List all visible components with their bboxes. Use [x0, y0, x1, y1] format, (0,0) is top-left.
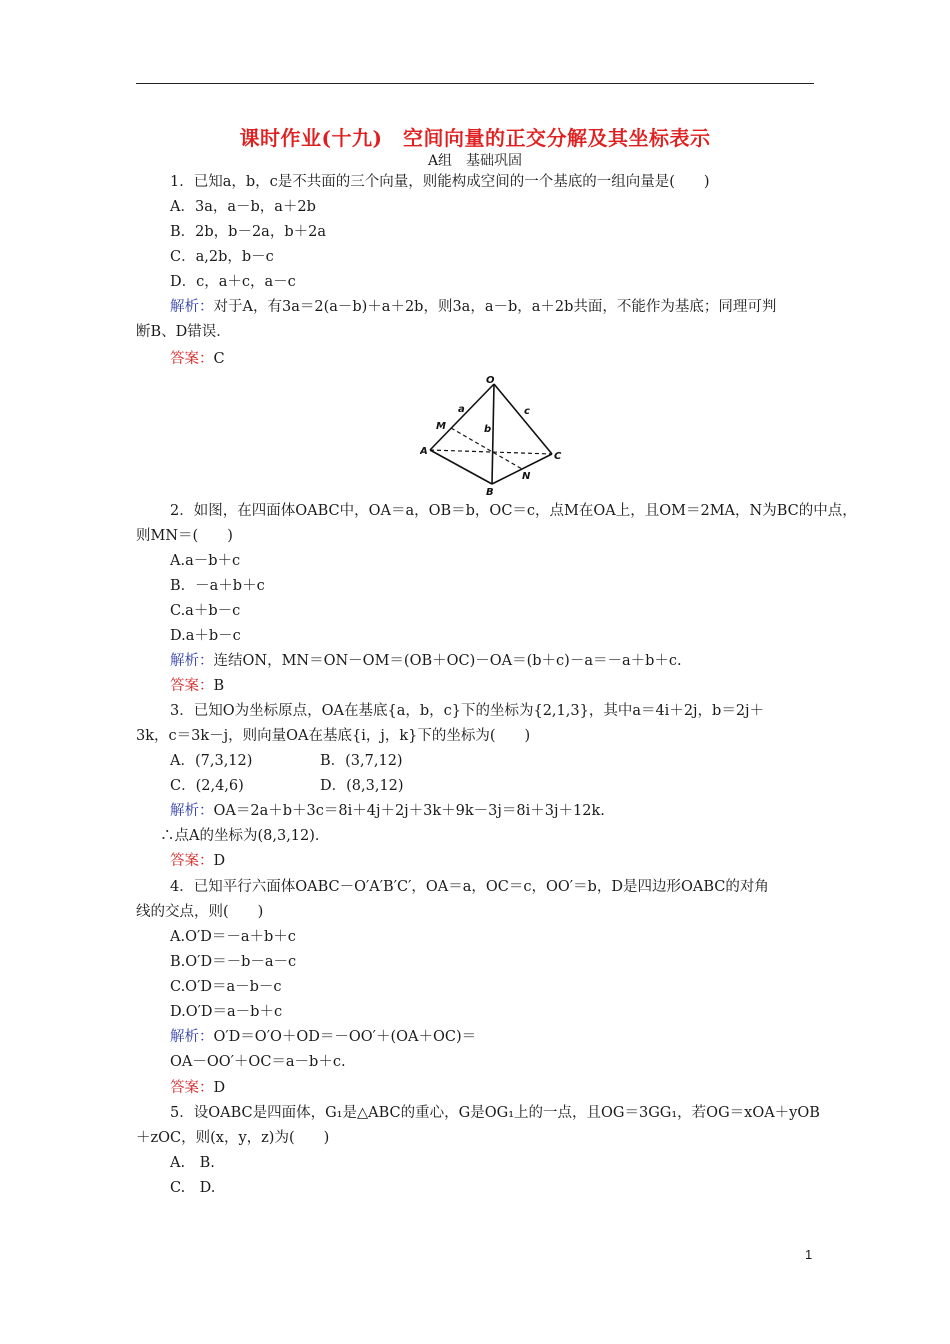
- q5-stem-cont: ＋zOC，则(x，y，z)为( ): [136, 1130, 330, 1146]
- q3-option-b: B．(3,7,12): [320, 753, 403, 769]
- q2-analysis: [170, 651, 682, 671]
- section-subtitle: A组 基础巩固: [427, 153, 523, 169]
- answer-label: 答案：: [170, 853, 214, 869]
- q4-answer: [170, 1078, 225, 1098]
- q1-option-c: C．a,2b，b－c: [170, 249, 274, 265]
- q2-option-c: C.a＋b－c: [170, 603, 241, 619]
- q2-stem-cont: 则MN＝( ): [136, 528, 233, 544]
- q5-options-ab: A. B.: [170, 1155, 215, 1171]
- answer-label: 答案：: [170, 1080, 214, 1096]
- q3-answer-value: D: [213, 853, 226, 869]
- q3-analysis-text: OA＝2a＋b＋3c＝8i＋4j＋2j＋3k＋9k－3j＝8i＋3j＋12k.: [213, 803, 605, 819]
- label-b: b: [484, 424, 492, 435]
- q3-stem-cont: 3k，c＝3k－j，则向量OA在基底{i，j，k}下的坐标为( ): [136, 728, 531, 744]
- edge-oc: [494, 384, 552, 454]
- q2-analysis-text: 连结ON，MN＝ON－OM＝(OB＋OC)－OA＝(b＋c)－a＝－a＋b＋c.: [213, 653, 682, 669]
- header-rule: [136, 83, 814, 84]
- answer-label: 答案：: [170, 351, 214, 367]
- document-title: 课时作业(十九) 空间向量的正交分解及其坐标表示: [239, 126, 711, 150]
- q4-option-b: B.O′D＝－b－a－c: [170, 954, 297, 970]
- q4-stem-cont: 线的交点，则( ): [136, 904, 264, 920]
- edge-oa: [430, 384, 494, 450]
- label-c: c: [524, 406, 530, 417]
- q2-answer: [170, 676, 224, 696]
- analysis-label: 解析：: [170, 1029, 214, 1045]
- q4-option-c: C.O′D＝a－b－c: [170, 979, 282, 995]
- q3-answer: [170, 851, 225, 871]
- label-A: A: [420, 446, 428, 457]
- analysis-label: 解析：: [170, 299, 214, 315]
- q1-answer-value: C: [213, 351, 225, 367]
- q1-stem: 1．已知a，b，c是不共面的三个向量，则能构成空间的一个基底的一组向量是( ): [170, 174, 710, 190]
- q3-option-a: A．(7,3,12): [170, 753, 253, 769]
- q2-option-a: A.a－b＋c: [170, 553, 241, 569]
- label-C: C: [554, 451, 562, 462]
- q4-analysis: [170, 1027, 476, 1047]
- q3-option-c: C．(2,4,6): [170, 778, 244, 794]
- tetrahedron-figure: [420, 372, 565, 497]
- q1-option-d: D．c，a＋c，a－c: [170, 274, 296, 290]
- analysis-label: 解析：: [170, 653, 214, 669]
- q3-conclusion: ∴点A的坐标为(8,3,12)．: [160, 828, 330, 844]
- label-O: O: [486, 375, 495, 386]
- label-M: M: [436, 421, 446, 432]
- label-B: B: [486, 487, 494, 497]
- analysis-label: 解析：: [170, 803, 214, 819]
- q5-options-cd: C. D.: [170, 1180, 216, 1196]
- answer-label: 答案：: [170, 678, 214, 694]
- q1-analysis: [170, 297, 776, 317]
- q3-analysis: [170, 801, 605, 821]
- q4-option-d: D.O′D＝a－b＋c: [170, 1004, 283, 1020]
- q4-analysis-text: O′D＝O′O＋OD＝－OO′＋(OA＋OC)＝: [213, 1029, 477, 1045]
- edge-ob: [492, 384, 494, 484]
- label-a: a: [458, 404, 465, 415]
- q2-stem: 2．如图，在四面体OABC中，OA＝a，OB＝b，OC＝c，点M在OA上，且OM＝2MA，N为BC的中点，: [170, 503, 857, 519]
- q2-option-d: D.a＋b－c: [170, 628, 241, 644]
- label-N: N: [522, 471, 531, 482]
- q1-analysis-text: 对于A，有3a＝2(a－b)＋a＋2b，则3a，a－b，a＋2b共面，不能作为基底；同理可判: [213, 299, 777, 315]
- q2-answer-value: B: [213, 678, 225, 694]
- edge-ab: [430, 450, 492, 484]
- q1-answer: [170, 349, 225, 369]
- q4-stem: 4．已知平行六面体OABC－O′A′B′C′，OA＝a，OC＝c，OO′＝b，D是四边形OABC的对角: [170, 879, 769, 895]
- q1-option-a: A．3a，a－b，a＋2b: [170, 199, 316, 215]
- q3-stem: 3．已知O为坐标原点，OA在基底{a，b，c}下的坐标为{2,1,3}，其中a＝4i＋2j，b＝2j＋: [170, 703, 765, 719]
- q1-option-b: B．2b，b－2a，b＋2a: [170, 224, 326, 240]
- q4-option-a: A.O′D＝－a＋b＋c: [170, 929, 296, 945]
- q5-stem: 5．设OABC是四面体，G₁是△ABC的重心，G是OG₁上的一点，且OG＝3GG₁，若OG＝xOA＋yOB: [170, 1105, 820, 1121]
- page-number: 1: [805, 1247, 813, 1262]
- q2-option-b: B．－a＋b＋c: [170, 578, 265, 594]
- q4-analysis-cont: OA－OO′＋OC＝a－b＋c.: [170, 1054, 346, 1070]
- q1-analysis-cont: 断B、D错误．: [136, 324, 231, 340]
- q3-option-d: D．(8,3,12): [320, 778, 404, 794]
- q4-answer-value: D: [213, 1080, 226, 1096]
